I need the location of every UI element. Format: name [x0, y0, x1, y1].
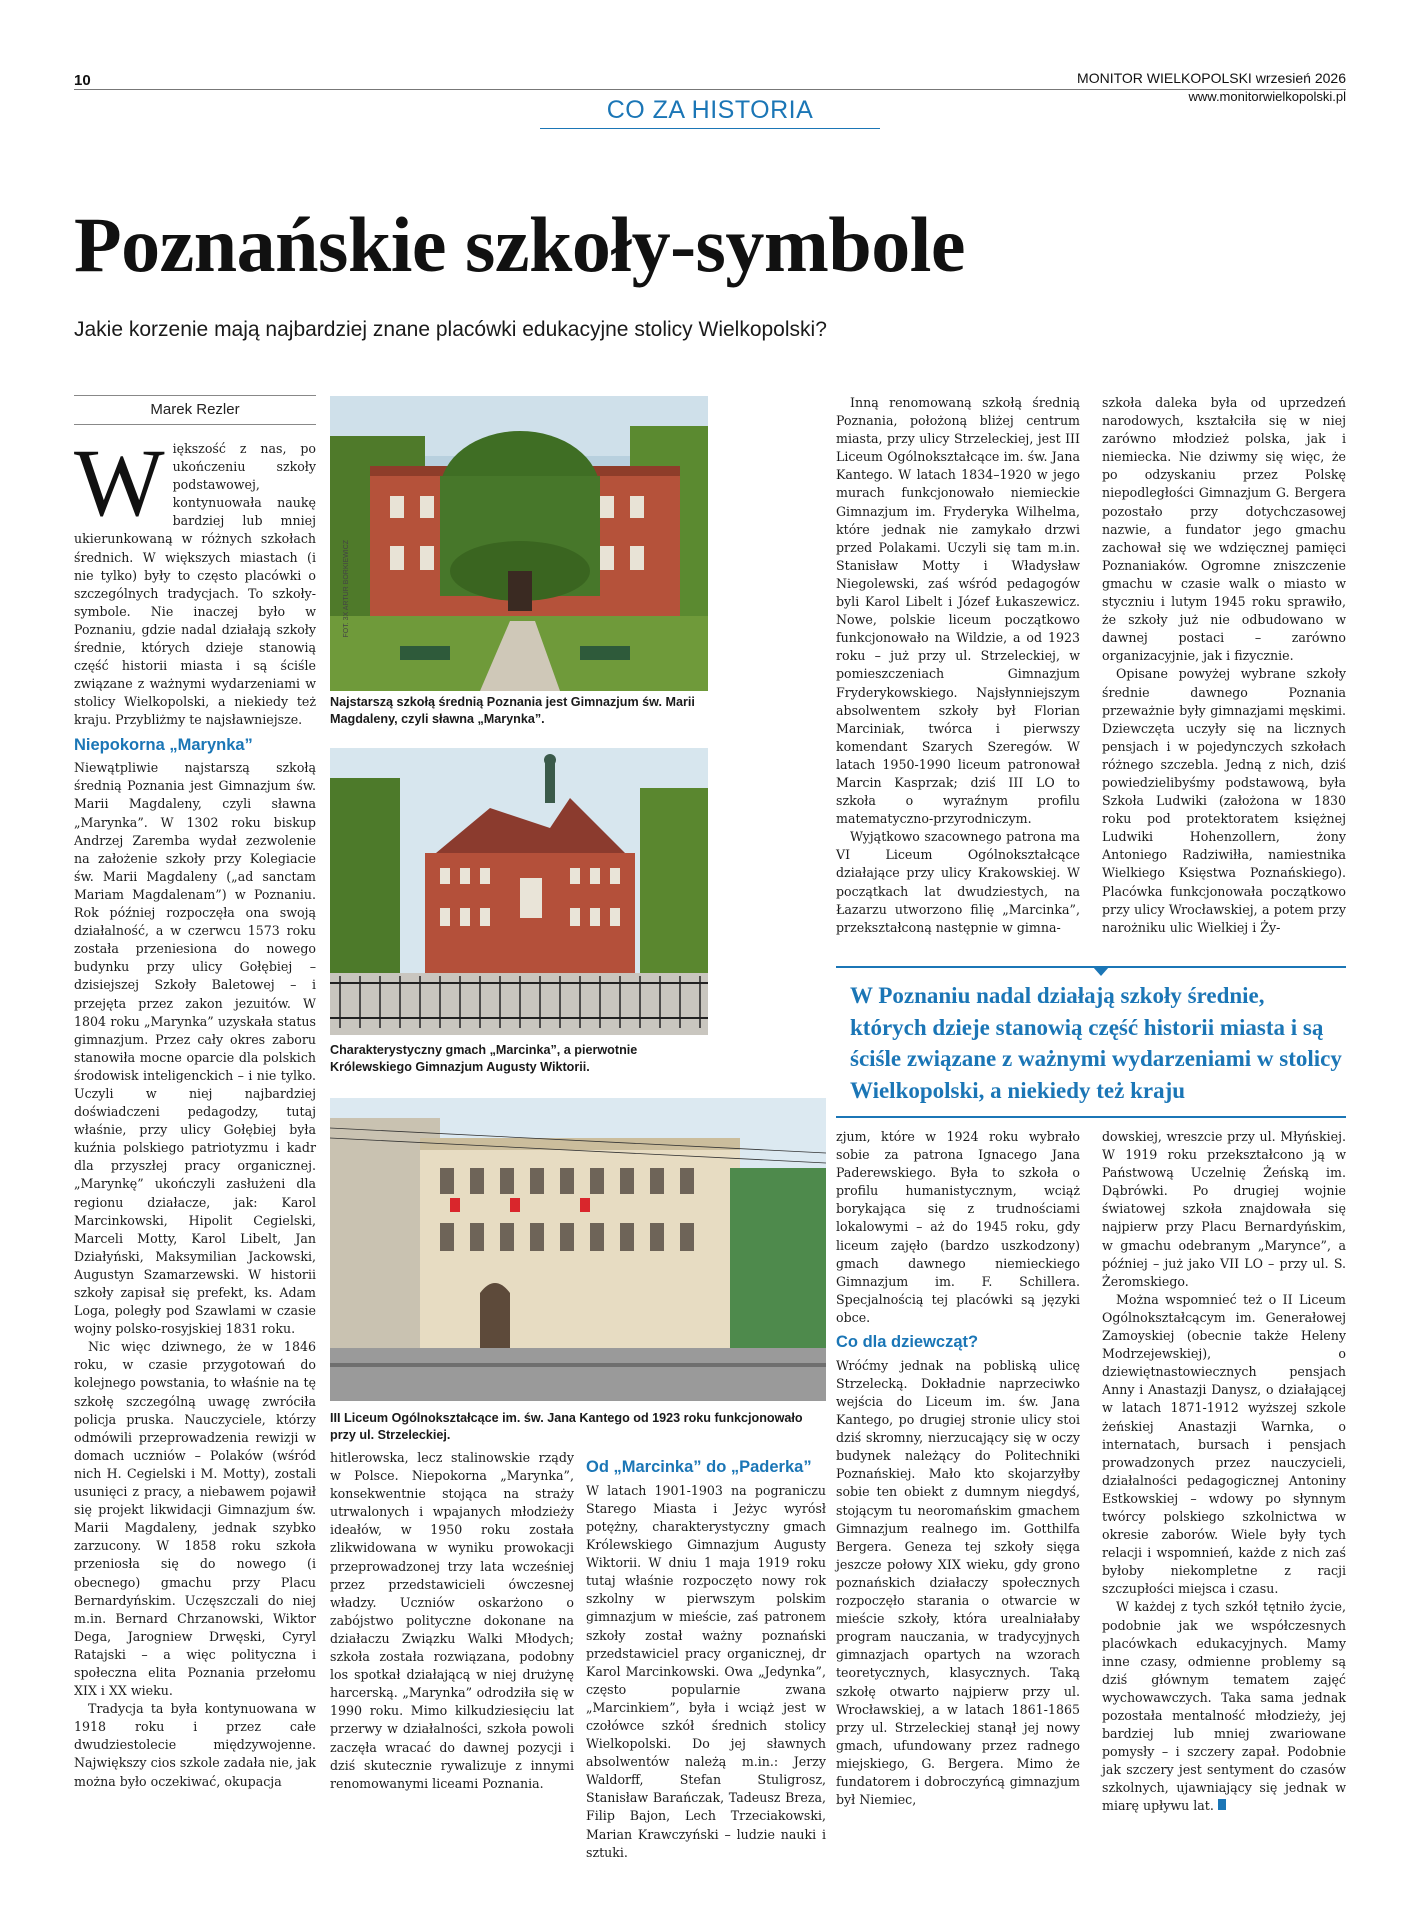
photo-marcinek-illustration — [330, 748, 708, 1035]
end-of-article-icon — [1218, 1799, 1226, 1810]
paragraph: Opisane powyżej wybrane szkoły średnie dawnego Poznania przeważnie były gimnazjami męskimi. Dziewczęta uczyły się na licznych pensjach i w pojedynczych szkołach różnego szczebla. Jedną z nich, dziś powiedzielibyśmy podstawową, była Szkoła Ludwiki (założona w 1830 roku pod protektoratem księżnej Ludwiki Hohenzollern, żony Antoniego Radziwiłła, namiestnika Wielkiego Księstwa Poznańskiego). Placówka funkcjonowała początkowo przy ulicy Wrocławskiej, a potem przy narożniku ulic Wielkiej i Ży- — [1102, 666, 1346, 935]
paragraph: Inną renomowaną szkołą średnią Poznania, położoną bliżej centrum miasta, przy ulicy Strzeleckiej, jest III Liceum Ogólnokształcące im. św. Jana Kantego. W latach 1834–1920 w jego murach funkcjonowało niemieckie Gimnazjum im. Fryderyka Wilhelma, które jednak nie zamykało drzwi przed Polakami. Uczyli się tam m.in. Stanisław Motty i Władysław Niegolewski, zaś wśród pedagogów byli Karol Libelt i Józef Łukaszewicz. Nowe, polskie liceum początkowo funkcjonowało na Wildzie, a od 1923 roku – już przy ul. Strzeleckiej, w pomieszczeniach Gimnazjum Fryderykowskiego. Najsłynniejszym absolwentem szkoły był Florian Marciniak, twórca i pierwszy komendant Szarych Szeregów. W latach 1950-1990 liceum patronował Marcin Kasprzak; dziś III LO to szkoła o wyraźnym profilu matematyczno-przyrodniczym. — [836, 395, 1080, 827]
paragraph: W latach 1901-1903 na pograniczu Starego Miasta i Jeżyc wyrósł potężny, charakterystyczny gmach Królewskiego Gimnazjum Augusty Wiktorii. W dniu 1 maja 1919 roku tutaj właśnie rozpoczęto nowy rok szkolny w pierwszym polskim gimnazjum w mieście, zaś patronem szkoły został ważny poznański przedstawiciel pracy organicznej, dr Karol Marcinkowski. Owa „Jedynka”, często popularnie zwana „Marcinkiem”, była i wciąż jest w czołówce szkół średnich stolicy Wielkopolski. Do jej sławnych absolwentów należą m.in.: Jerzy Waldorff, Stefan Stuligrosz, Stanisław Barańczak, Tadeusz Breza, Filip Bajon, Lech Trzeciakowski, Marian Krawczyński – ludzie nauki i sztuki. — [586, 1482, 826, 1860]
photo-marynka-illustration — [330, 396, 708, 691]
article-column-5-bottom — [1102, 1128, 1346, 1816]
header-rule — [74, 89, 1346, 90]
paragraph: Można wspomnieć też o II Liceum Ogólnokształcącym im. Generałowej Zamoyskiej (obecnie także Heleny Modrzejewskiej), o dziewiętnastowiecznych pensjach Anny i Anastazji Danysz, o działającej w latach 1871-1912 wyższej szkole żeńskiej Anastazji Warnka, o internatach, bursach i pensjach prowadzonych przez nauczycieli, działalności pedagogicznej Antoniny Estkowskiej – wdowy po słynnym twórcy polskiego szkolnictwa w okresie zaborów. Wiele były tych relacji i wspomnień, każde z nich zaś byłoby niekompletne z racji szczupłości miejsca i czasu. — [1102, 1291, 1346, 1597]
paragraph: szkoła daleka była od uprzedzeń narodowych, kształciła się w niej zarówno młodzież polska, jak i niemiecka. Nie dziwmy się więc, że po odzyskaniu przez Polskę niepodległości Gimnazjum G. Bergera pozostało przy dotychczasowej nazwie, a fundator jego gmachu zachował się we wdzięcznej pamięci Poznaniaków. Ogromne zniszczenie gmachu w czasie walk o miasto w styczniu i lutym 1945 roku sprawiło, że szkoły już nie odbudowano w dawnej postaci – zarówno organizacyjnie, jak i fizycznie. — [1102, 395, 1346, 664]
article-column-4-bottom — [836, 1128, 1080, 1809]
author-rule — [74, 424, 316, 425]
paragraph — [1102, 1598, 1346, 1815]
paragraph: Niewątpliwie najstarszą szkołą średnią Poznania jest Gimnazjum św. Marii Magdaleny, czyli sławna „Marynka”. W 1302 roku biskup Andrzej Zaremba wydał zezwolenie na założenie szkoły przy Kolegiacie św. Marii Magdaleny („ad sanctam Mariam Magdalenam”) w Poznaniu. Rok później rozpoczęła ona swoją działalność, a w czerwcu 1573 roku została przeniesiona do nowego budynku przy ulicy Gołębiej – dzisiejszej Szkoły Baletowej – i przejęta przez zakon jezuitów. W 1804 roku „Marynka” uzyskała status gimnazjum. Przez cały okres zaboru stanowiła mocne oparcie dla polskich środowisk inteligenckich – i nie tylko. Uczyli w niej najbardziej doświadczeni pedagodzy, tutaj właśnie, przy ulicy Gołębiej była kuźnia polskiego patriotyzmu i kadr dla przyszłej pracy organicznej. „Marynkę” ukończyli zasłużeni dla regionu działacze, jak: Karol Marcinkowski, Hipolit Cegielski, Marceli Motty, Karol Libelt, Jan Działyński, Maksymilian Jackowski, Augustyn Szamarzewski. W historii szkoły zapisał się prefekt, ks. Adam Loga, poległy pod Szawlami w czasie wojny polsko-rosyjskiej 1831 roku. — [74, 760, 316, 1337]
pullquote: W Poznaniu nadal działają szkoły średnie, których dzieje stanowią część historii miasta i są ściśle związane z ważnymi wydarzeniami w stolicy Wielkopolski, a niekiedy też kraju — [850, 983, 1342, 1103]
page-number: 10 — [74, 72, 91, 89]
article-column-5-top — [1102, 394, 1346, 937]
photo-credit: FOT. 3X ARTUR BORKIEWICZ — [343, 540, 350, 638]
caption-iii-lo: III Liceum Ogólnokształcące im. św. Jana Kantego od 1923 roku funkcjonowało przy ul. Strzeleckiej. — [330, 1411, 803, 1442]
section-label: CO ZA HISTORIA — [606, 96, 814, 124]
caption-marynka: Najstarszą szkołą średnią Poznania jest Gimnazjum św. Marii Magdaleny, czyli sławna „Marynka”. — [330, 695, 695, 726]
article-column-2 — [330, 1449, 574, 1793]
author-rule — [74, 395, 316, 396]
section-underline — [540, 128, 880, 129]
website-url: www.monitorwielkopolski.pl — [1188, 89, 1346, 105]
photo-marynka — [330, 396, 708, 691]
pullquote-rule-top — [836, 966, 1346, 968]
publication-info: MONITOR WIELKOPOLSKI wrzesień 2026 — [1077, 70, 1346, 86]
photo-iii-lo — [330, 1098, 826, 1401]
paragraph: Nic więc dziwnego, że w 1846 roku, w czasie przygotowań do kolejnego powstania, to właśnie na tę szkołę szczególną uwagę zwróciła policja pruska. Nauczyciele, którzy odmówili przeprowadzenia rewizji w domach uczniów – Polaków (wśród nich H. Cegielski i M. Motty), zostali usunięci z pracy, a niebawem pojawił się projekt likwidacji Gimnazjum św. Marii Magdaleny, jednak szybko zarzucony. W 1858 roku szkoła przeniosła się do nowego (i obecnego) gmachu przy Placu Bernardyńskim. Uczęszczali do niej m.in. Bernard Chrzanowski, Wiktor Dega, Jarogniew Drwęski, Cyryl Ratajski – a więc polityczna i społeczna elita Poznania przełomu XIX i XX wieku. — [74, 1339, 316, 1699]
photo-iii-lo-illustration — [330, 1098, 826, 1401]
intro-paragraph — [74, 429, 316, 730]
closing-text: W każdej z tych szkół tętniło życie, podobnie jak we współczesnych placówkach edukacyjnych. Mamy inne czasy, odmienne problemy są dziś głównym tematem zajęć wychowawczych. Taka sama jednak pozostała mentalność młodzieży, jej bardziej lub mniej zwariowane pomysły – i szczery zapał. Podobnie jak szczery jest sentyment do czasów szkolnych, ujawniający się jednak w miarę upływu lat. — [1102, 1599, 1346, 1814]
drop-cap: W — [74, 429, 165, 536]
article-lead: Jakie korzenie mają najbardziej znane placówki edukacyjne stolicy Wielkopolski? — [74, 318, 827, 341]
intro-text: iększość z nas, po ukończeniu szkoły podstawowej, kontynuowała naukę bardziej lub mniej ukierunkowaną w różnych szkołach średnich. W większych miastach (i nie tylko) były to często placówki o szczególnych tradycjach. To szkoły-symbole. Nie inaczej było w Poznaniu, gdzie nadal działają szkoły średnie, których dzieje stanowią część historii miasta i są ściśle związane z ważnymi wydarzeniami w stolicy Wielkopolski, a niekiedy też kraju. Przybliżmy te najsławniejsze. — [74, 441, 316, 728]
subheading-dziewczeta: Co dla dziewcząt? — [836, 1333, 979, 1352]
paragraph: zjum, które w 1924 roku wybrało sobie za patrona Ignacego Jana Paderewskiego. Była to szkoła o profilu humanistycznym, wciąż borykająca się z trudnościami lokalowymi – aż do 1945 roku, gdy liceum zajęło (bardzo uszkodzony) gmach dawnego niemieckiego Gimnazjum im. F. Schillera. Specjalnością tej placówki są języki obce. — [836, 1129, 1080, 1325]
caption-marcinek: Charakterystyczny gmach „Marcinka”, a pierwotnie Królewskiego Gimnazjum Augusty Wiktorii. — [330, 1043, 638, 1074]
subheading-marcinek: Od „Marcinka” do „Paderka” — [586, 1458, 812, 1476]
article-title: Poznańskie szkoły-symbole — [74, 201, 966, 288]
author-name: Marek Rezler — [150, 401, 240, 418]
paragraph: Tradycja ta była kontynuowana w 1918 roku i przez całe dwudziestolecie międzywojenne. Największy cios szkole zadała nie, jak można było oczekiwać, okupacja — [74, 1701, 316, 1789]
article-column-3 — [586, 1452, 826, 1862]
paragraph: dowskiej, wreszcie przy ul. Młyńskiej. W 1919 roku przekształcono ją w Państwową Uczelnię Żeńską im. Dąbrówki. Po drugiej wojnie światowej szkoła znajdowała się najpierw przy Placu Bernardyńskim, w gmachu odebranym „Marynce”, a później – już jako VII LO – przy ul. S. Żeromskiego. — [1102, 1129, 1346, 1289]
photo-marcinek — [330, 748, 708, 1035]
pullquote-rule-bottom — [836, 1116, 1346, 1118]
article-column-4-top — [836, 394, 1080, 937]
article-column-1 — [74, 429, 316, 1791]
pullquote-pointer-icon — [1093, 967, 1109, 976]
subheading-marynka: Niepokorna „Marynka” — [74, 735, 253, 754]
paragraph: Wyjątkowo szacownego patrona ma VI Liceum Ogólnokształcące działające przy ulicy Krakowskiej. W początkach lat dwudziestych, na Łazarzu utworzono filię „Marcinka”, przekształconą następnie w gimna- — [836, 829, 1080, 935]
paragraph: hitlerowska, lecz stalinowskie rządy w Polsce. Niepokorna „Marynka”, konsekwentnie stojąca na straży utrwalonych i wpajanych młodzieży ideałów, w 1950 roku została zlikwidowana w wyniku prowokacji przeprowadzonej trzy lata wcześniej przez przedstawicieli ówczesnej władzy. Uczniów oskarżono o zabójstwo polityczne dokonane na działaczu Związku Walki Młodych; szkoła została rozwiązana, podobny los spotkał działającą w niej drużynę harcerską. „Marynka” odrodziła się w 1990 roku. Mimo kilkudziesięciu lat przerwy w działalności, szkoła powoli zaczęła wracać do dawnej pozycji i dziś skutecznie rywalizuje z innymi renomowanymi liceami Poznania. — [330, 1450, 574, 1791]
paragraph: Wróćmy jednak na pobliską ulicę Strzelecką. Dokładnie naprzeciwko wejścia do Liceum im. św. Jana Kantego, po drugiej stronie ulicy stoi dziś skromny, nierzucający się w oczy budynek należący do Politechniki Poznańskiej. Mało kto skojarzyłby sobie ten obiekt z dumnym niegdyś, stojącym tu neoromańskim gmachem Gimnazjum realnego im. Gotthilfa Bergera. Geneza tej szkoły sięga jeszcze połowy XIX wieku, gdy grono poznańskich działaczy społecznych rozpoczęło starania o otwarcie w mieście szkoły, która urealniałaby program nauczania, w tradycyjnych gimnazjach opartych na wzorach teoretycznych, klasycznych. Taką szkołę otwarto najpierw przy ul. Wrocławskiej, a w latach 1861-1865 przy ul. Strzeleckiej stanął jej nowy gmach, ufundowany przez radnego miejskiego, G. Bergera. Mimo że fundatorem i dobroczyńcą gimnazjum był Niemiec, — [836, 1357, 1080, 1808]
